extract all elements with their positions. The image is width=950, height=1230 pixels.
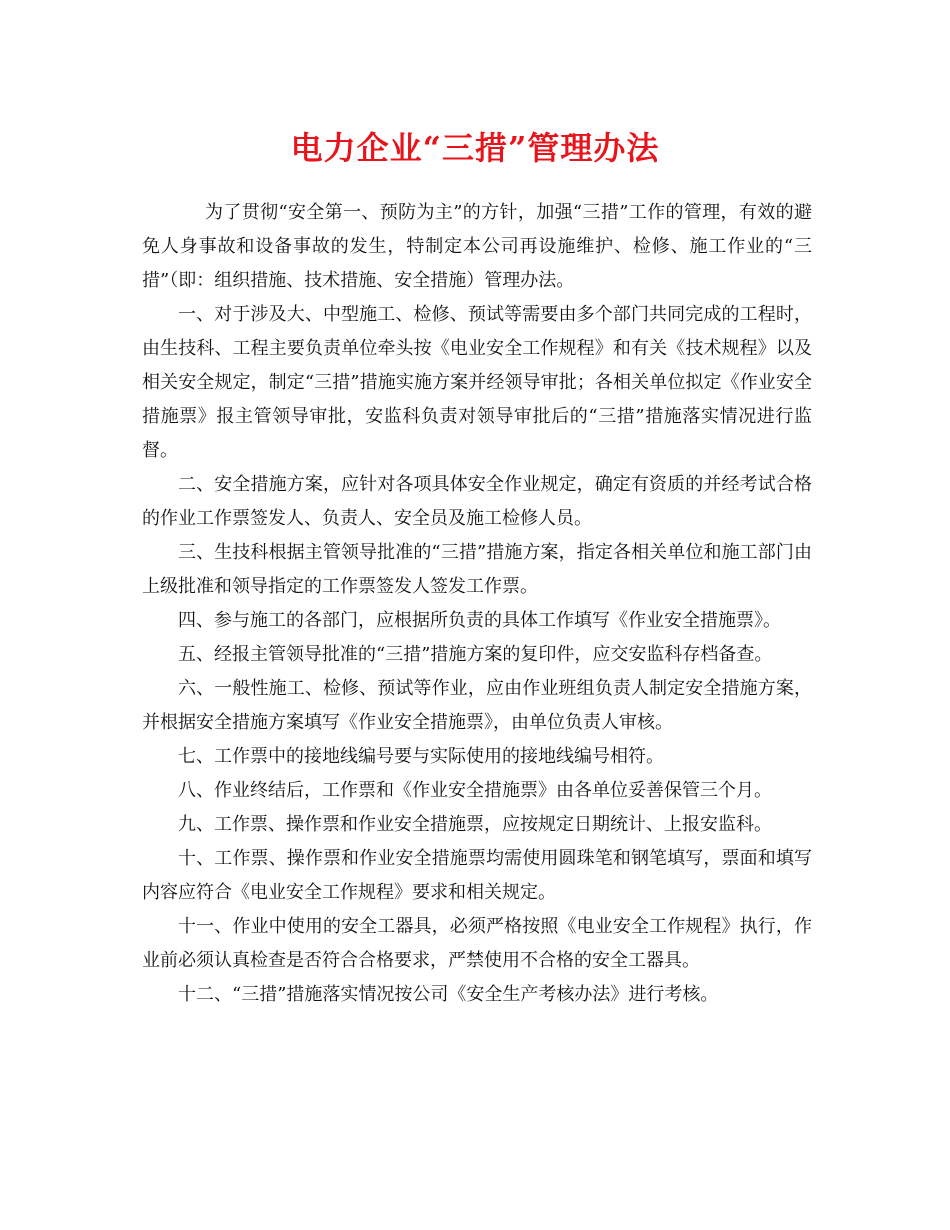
clause-5: 五、经报主管领导批准的“三措”措施方案的复印件，应交安监科存档备查。 bbox=[178, 644, 773, 665]
clause-6: 六、一般性施工、检修、预试等作业，应由作业班组负责人制定安全措施方案，并根据安全措施方案填写《作业安全措施票》，由单位负责人审核。 bbox=[142, 678, 812, 733]
clause-3: 三、生技科根据主管领导批准的“三措”措施方案，指定各相关单位和施工部门由上级批准和领导指定的工作票签发人签发工作票。 bbox=[142, 542, 812, 597]
intro-paragraph: 为了贯彻“安全第一、预防为主”的方针，加强“三措”工作的管理，有效的避免人身事故和设备事故的发生，特制定本公司再设施维护、检修、施工作业的“三措”（即：组织措施、技术措施、安全措施）管理办法。 bbox=[142, 202, 812, 291]
clause-7: 七、工作票中的接地线编号要与实际使用的接地线编号相符。 bbox=[178, 746, 664, 767]
clause-4: 四、参与施工的各部门，应根据所负责的具体工作填写《作业安全措施票》。 bbox=[178, 610, 781, 631]
document-body bbox=[142, 196, 812, 1012]
clause-2: 二、安全措施方案，应针对各项具体安全作业规定，确定有资质的并经考试合格的作业工作票签发人、负责人、安全员及施工检修人员。 bbox=[142, 474, 812, 529]
clause-8: 八、作业终结后，工作票和《作业安全措施票》由各单位妥善保管三个月。 bbox=[178, 780, 772, 801]
clause-10: 十、工作票、操作票和作业安全措施票均需使用圆珠笔和钢笔填写，票面和填写内容应符合《电业安全工作规程》要求和相关规定。 bbox=[142, 848, 812, 903]
clause-1: 一、对于涉及大、中型施工、检修、预试等需要由多个部门共同完成的工程时，由生技科、工程主要负责单位牵头按《电业安全工作规程》和有关《技术规程》以及相关安全规定，制定“三措”措施实施方案并经领导审批；各相关单位拟定《作业安全措施票》报主管领导审批，安监科负责对领导审批后的“三措”措施落实情况进行监督。 bbox=[142, 304, 812, 461]
document-title: 电力企业“三措”管理办法 bbox=[290, 129, 660, 167]
clause-12: 十二、“三措”措施落实情况按公司《安全生产考核办法》进行考核。 bbox=[178, 984, 719, 1005]
clause-9: 九、工作票、操作票和作业安全措施票，应按规定日期统计、上报安监科。 bbox=[178, 814, 772, 835]
clause-11: 十一、作业中使用的安全工器具，必须严格按照《电业安全工作规程》执行，作业前必须认真检查是否符合合格要求，严禁使用不合格的安全工器具。 bbox=[142, 916, 812, 971]
